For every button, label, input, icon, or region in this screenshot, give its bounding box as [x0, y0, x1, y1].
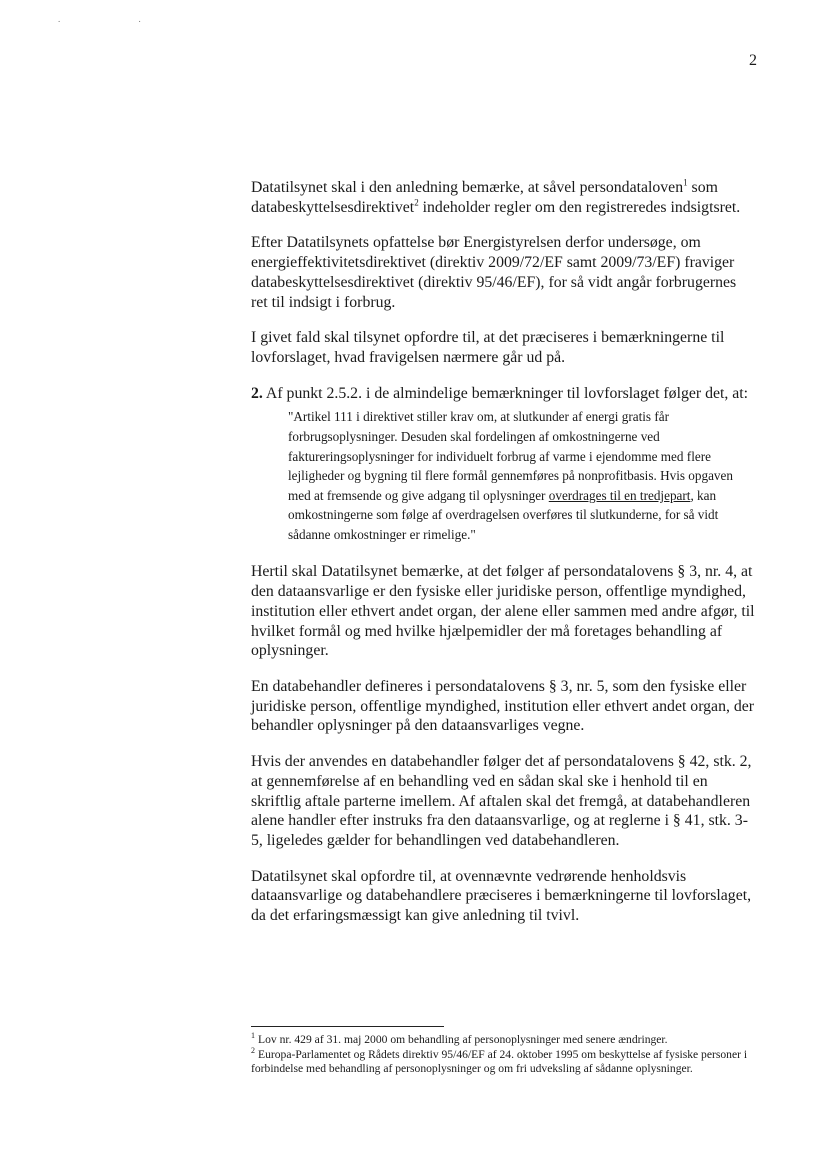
- paragraph-5: Hertil skal Datatilsynet bemærke, at det følger af persondatalovens § 3, nr. 4, at den dataansvarlige er den fysiske eller juridiske person, offentlige myndighed, institution eller ethvert andet organ, der alene eller sammen med andre afgør, til hvilket formål og med hvilke hjælpemidler der må foretages behandling af oplysninger.: [251, 563, 755, 660]
- footnotes: [251, 1026, 751, 1077]
- paragraph-2: Efter Datatilsynets opfattelse bør Energistyrelsen derfor undersøge, om energieffektivitetsdirektivet (direktiv 2009/72/EF samt 2009/73/EF) fraviger databeskyttelsesdirektivet (direktiv 95/46/EF), for så vidt angår forbrugernes ret til indsigt i forbrug.: [251, 234, 737, 311]
- footnote-2-text: Europa-Parlamentet og Rådets direktiv 95/46/EF af 24. oktober 1995 om beskyttelse af fysiske personer i forbindelse med behandling af personoplysninger og om fri udveksling af sådanne oplysninger.: [251, 1047, 748, 1075]
- footnote-ref-1: 1: [683, 177, 688, 188]
- footnote-1-text: Lov nr. 429 af 31. maj 2000 om behandling af personoplysninger med senere ændringer.: [258, 1033, 668, 1046]
- paragraph-1-text-b: som databeskyttelsesdirektivet: [251, 179, 718, 216]
- paragraph-1-text-c: indeholder regler om den registreredes indsigtsret.: [418, 198, 741, 216]
- body-text: [251, 178, 756, 942]
- scan-specks: . .: [58, 14, 179, 24]
- paragraph-8: Datatilsynet skal opfordre til, at ovennævnte vedrørende henholdsvis dataansvarlige og databehandlere præciseres i bemærkningerne til lovforslaget, da det erfaringsmæssigt kan give anledning til tvivl.: [251, 867, 752, 925]
- footnote-1: [251, 1033, 751, 1048]
- quote-underlined-text: overdrages til en tredjepart: [548, 487, 691, 503]
- quote-text-a: "Artikel 111 i direktivet stiller krav om, at slutkunder af energi gratis får forbrugsoplysninger. Desuden skal fordelingen af omkostningerne ved faktureringsoplysninger for individuelt forbrug af varme i ejendomme med flere lejligheder og bygning til flere formål gennemføres på nonprofitbasis. Hvis opgaven med at fremsende og give adgang til oplysninger: [288, 409, 733, 503]
- footnote-1-mark: 1: [251, 1031, 255, 1041]
- paragraph-3: I givet fald skal tilsynet opfordre til, at det præciseres i bemærkningerne til lovforslaget, hvad fravigelsen nærmere går ud på.: [251, 329, 725, 366]
- paragraph-4-number: 2.: [251, 384, 263, 402]
- footnote-2: [251, 1045, 751, 1077]
- page-number: 2: [749, 52, 757, 69]
- paragraph-6: En databehandler defineres i persondatalovens § 3, nr. 5, som den fysiske eller juridiske person, offentlige myndighed, institution eller ethvert andet organ, der behandler oplysninger på den dataansvarliges vegne.: [251, 678, 755, 735]
- paragraph-1: [251, 178, 756, 217]
- paragraph-4-text: Af punkt 2.5.2. i de almindelige bemærkninger til lovforslaget følger det, at:: [262, 384, 749, 402]
- paragraph-4: [251, 384, 756, 404]
- block-quote: [288, 407, 756, 544]
- footnote-ref-2: 2: [414, 197, 419, 208]
- quote-text-b: , kan omkostningerne som følge af overdragelsen overføres til slutkunderne, for så vidt sådanne omkostninger er rimelige.": [288, 487, 719, 542]
- footnote-divider: [251, 1026, 444, 1027]
- paragraph-7: Hvis der anvendes en databehandler følger det af persondatalovens § 42, stk. 2, at gennemførelse af en behandling ved en sådan skal ske i henhold til en skriftlig aftale parterne imellem. Af aftalen skal det fremgå, at databehandleren alene handler efter instruks fra den dataansvarlige, og at reglerne i § 41, stk. 3-5, ligeledes gælder for behandlingen ved databehandleren.: [251, 753, 752, 849]
- paragraph-1-text-a: Datatilsynet skal i den anledning bemærke, at såvel persondataloven: [251, 179, 684, 196]
- footnote-2-mark: 2: [251, 1045, 255, 1055]
